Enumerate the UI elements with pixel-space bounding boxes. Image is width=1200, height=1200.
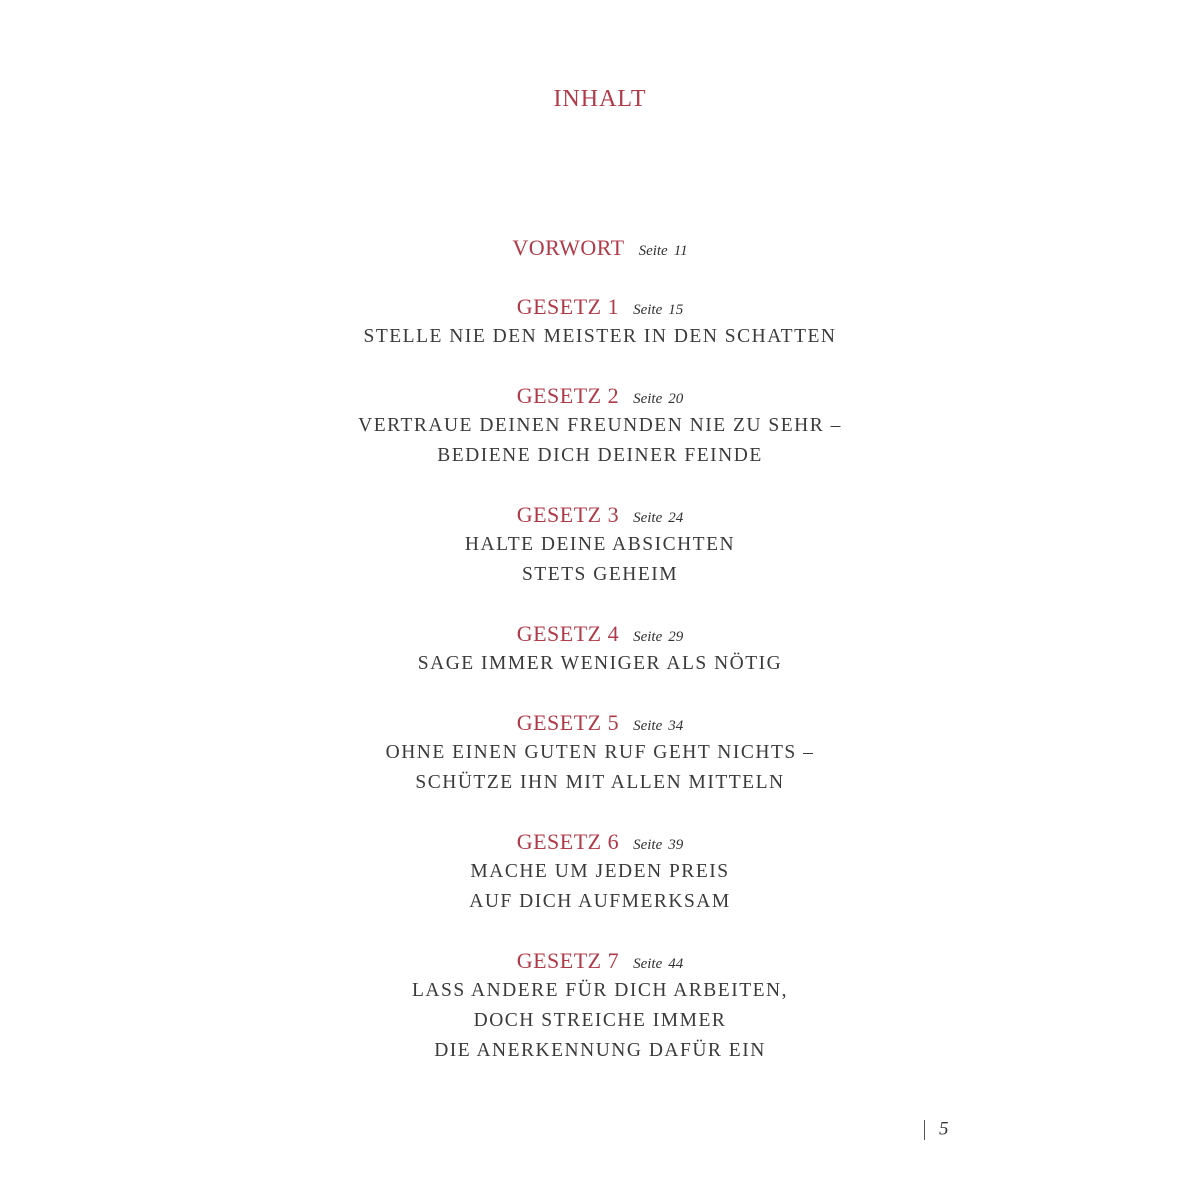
page-reference-number: 11 — [673, 243, 688, 259]
toc-entry-heading — [0, 381, 1200, 411]
toc-entry-heading — [0, 619, 1200, 649]
page-reference — [633, 391, 683, 407]
chapter-title-line: AUF DICH AUFMERKSAM — [469, 891, 731, 912]
page-reference — [633, 718, 683, 734]
toc-entry[interactable] — [0, 827, 1200, 917]
page-reference-number: 39 — [668, 837, 684, 853]
page-title: INHALT — [553, 86, 647, 112]
toc-entry[interactable] — [0, 946, 1200, 1066]
page-reference-label: Seite — [633, 837, 663, 853]
page-reference — [633, 302, 683, 318]
chapter-label: GESETZ 1 — [516, 294, 620, 319]
page-reference — [633, 629, 683, 645]
toc-entry[interactable] — [0, 381, 1200, 471]
toc-entry-heading — [0, 500, 1200, 530]
toc-entry[interactable] — [0, 708, 1200, 798]
chapter-label: GESETZ 2 — [516, 383, 620, 408]
chapter-title-line: MACHE UM JEDEN PREIS — [470, 861, 730, 882]
chapter-title-line: STELLE NIE DEN MEISTER IN DEN SCHATTEN — [363, 326, 837, 347]
toc-entry[interactable] — [0, 619, 1200, 679]
page-reference-label: Seite — [633, 629, 663, 645]
page-number — [924, 1116, 949, 1142]
chapter-title-line: DIE ANERKENNUNG DAFÜR EIN — [434, 1040, 766, 1061]
chapter-title-line: DOCH STREICHE IMMER — [473, 1010, 727, 1031]
page-reference-label: Seite — [633, 956, 663, 972]
chapter-title-line: LASS ANDERE FÜR DICH ARBEITEN, — [412, 980, 788, 1001]
toc-entry-heading — [0, 708, 1200, 738]
page-reference — [633, 956, 683, 972]
toc-entry-heading — [0, 946, 1200, 976]
chapter-label: GESETZ 3 — [516, 502, 620, 527]
toc-entry[interactable] — [0, 292, 1200, 352]
toc-entry-heading — [0, 292, 1200, 322]
page-reference-label: Seite — [633, 391, 663, 407]
chapter-title-line: SCHÜTZE IHN MIT ALLEN MITTELN — [415, 772, 785, 793]
chapter-title-line: OHNE EINEN GUTEN RUF GEHT NICHTS – — [385, 742, 815, 763]
page-number-value: 5 — [939, 1118, 949, 1140]
page-reference-number: 15 — [668, 302, 684, 318]
page-reference — [639, 243, 688, 259]
chapter-label: GESETZ 6 — [516, 829, 620, 854]
page-reference-label: Seite — [633, 302, 663, 318]
page-reference — [633, 837, 683, 853]
page-reference-number: 34 — [668, 718, 684, 734]
table-of-contents — [0, 233, 1200, 1066]
page-reference-label: Seite — [633, 510, 663, 526]
page-reference-label: Seite — [638, 243, 668, 259]
toc-entry[interactable] — [0, 233, 1200, 263]
chapter-title-line: SAGE IMMER WENIGER ALS NÖTIG — [417, 653, 783, 674]
toc-entry-heading — [0, 233, 1200, 263]
page-reference-number: 29 — [668, 629, 684, 645]
chapter-title-line: VERTRAUE DEINEN FREUNDEN NIE ZU SEHR – — [358, 415, 842, 436]
chapter-label: GESETZ 7 — [516, 948, 620, 973]
page-reference-number: 44 — [668, 956, 684, 972]
chapter-label: VORWORT — [512, 235, 625, 260]
chapter-title-line: STETS GEHEIM — [521, 564, 679, 585]
chapter-label: GESETZ 5 — [516, 710, 620, 735]
page-reference — [633, 510, 683, 526]
toc-entry-heading — [0, 827, 1200, 857]
toc-entry[interactable] — [0, 500, 1200, 590]
page-reference-number: 24 — [668, 510, 684, 526]
page-reference-label: Seite — [633, 718, 663, 734]
chapter-label: GESETZ 4 — [516, 621, 620, 646]
chapter-title-line: HALTE DEINE ABSICHTEN — [464, 534, 736, 555]
chapter-title-line: BEDIENE DICH DEINER FEINDE — [437, 445, 763, 466]
page-reference-number: 20 — [668, 391, 684, 407]
folio-divider — [924, 1120, 925, 1140]
